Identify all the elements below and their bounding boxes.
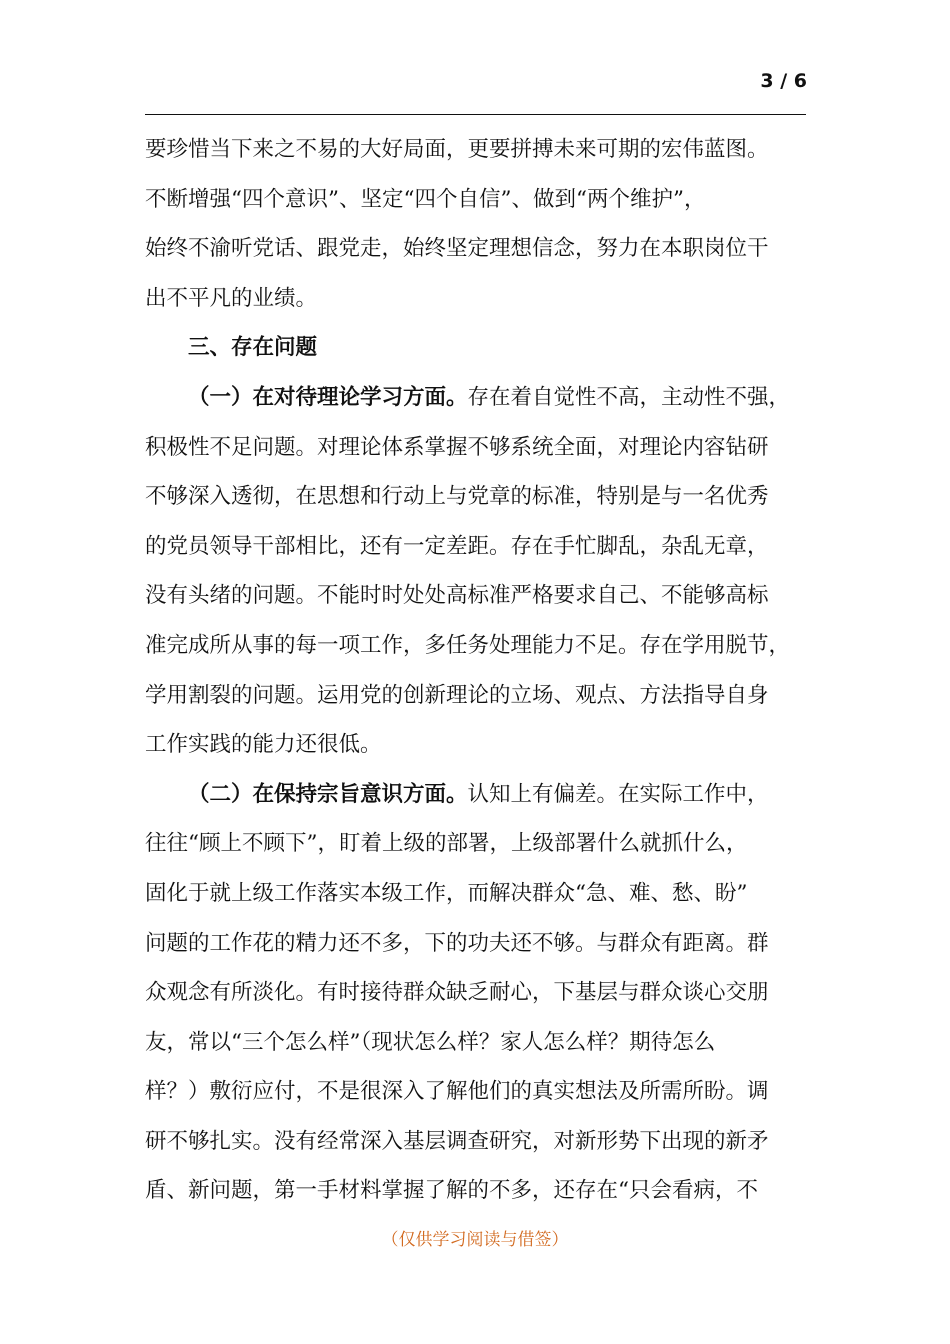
- paragraph-line: 不够深入透彻，在思想和行动上与党章的标准，特别是与一名优秀: [145, 484, 769, 510]
- footer-note: （仅供学习阅读与借签）: [381, 1230, 569, 1250]
- paragraph-line: 研不够扎实。没有经常深入基层调查研究，对新形势下出现的新矛: [145, 1128, 769, 1154]
- paragraph-line: 固化于就上级工作落实本级工作，而解决群众“急、难、愁、盼”: [145, 880, 748, 906]
- paragraph-line: 始终不渝听党话、跟党走，始终坚定理想信念，努力在本职岗位干: [145, 236, 769, 262]
- subsection-2-heading: （二）在保持宗旨意识方面。: [188, 781, 468, 807]
- paragraph-line: 问题的工作花的精力还不多，下的功夫还不够。与群众有距离。群: [145, 930, 769, 956]
- section-heading: 三、存在问题: [188, 335, 318, 361]
- header-divider: [145, 114, 806, 115]
- paragraph-line: 工作实践的能力还很低。: [145, 732, 382, 758]
- paragraph-line: 众观念有所淡化。有时接待群众缺乏耐心，下基层与群众谈心交朋: [145, 980, 769, 1006]
- paragraph-line: 往往“顾上不顾下”，盯着上级的部署，上级部署什么就抓什么，: [145, 831, 748, 857]
- paragraph-line: 友，常以“三个怎么样”（现状怎么样？家人怎么样？期待怎么: [145, 1029, 716, 1055]
- paragraph-line: 没有头绪的问题。不能时时处处高标准严格要求自己、不能够高标: [145, 583, 769, 609]
- subsection-2-lead: 认知上有偏差。在实际工作中，: [467, 781, 769, 807]
- subsection-1-heading: （一）在对待理论学习方面。: [188, 384, 468, 410]
- paragraph-line: 盾、新问题，第一手材料掌握了解的不多，还存在“只会看病，不: [145, 1178, 758, 1204]
- page-number: 3 / 6: [760, 70, 807, 92]
- paragraph-line: 不断增强“四个意识”、坚定“四个自信”、做到“两个维护”，: [145, 186, 706, 212]
- paragraph-line: 积极性不足问题。对理论体系掌握不够系统全面，对理论内容钻研: [145, 434, 769, 460]
- paragraph-line: 样？）敷衍应付，不是很深入了解他们的真实想法及所需所盼。调: [145, 1079, 769, 1105]
- subsection-2-first-line: [145, 770, 810, 820]
- subsection-1-lead: 存在着自觉性不高，主动性不强，: [467, 384, 791, 410]
- paragraph-line: 准完成所从事的每一项工作，多任务处理能力不足。存在学用脱节，: [145, 632, 791, 658]
- document-body: [145, 125, 810, 1216]
- subsection-1-first-line: [145, 373, 810, 423]
- paragraph-line: 学用割裂的问题。运用党的创新理论的立场、观点、方法指导自身: [145, 682, 769, 708]
- paragraph-line: 要珍惜当下来之不易的大好局面，更要拼搏未来可期的宏伟蓝图。: [145, 137, 769, 162]
- paragraph-line: 出不平凡的业绩。: [145, 285, 318, 311]
- paragraph-line: 的党员领导干部相比，还有一定差距。存在手忙脚乱，杂乱无章，: [145, 533, 769, 559]
